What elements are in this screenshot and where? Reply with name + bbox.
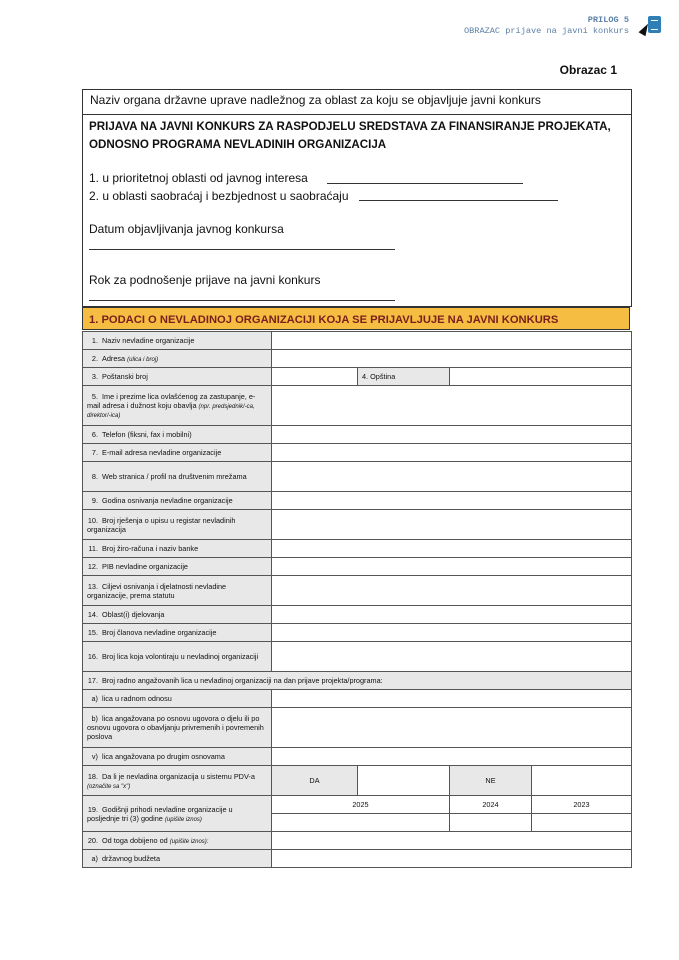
phone-input[interactable] bbox=[272, 426, 632, 444]
table-row: 3. Poštanski broj 4. Opština bbox=[83, 368, 632, 386]
municipality-input[interactable] bbox=[450, 368, 632, 386]
bank-account-input[interactable] bbox=[272, 540, 632, 558]
vat-yes-checkbox[interactable] bbox=[358, 766, 450, 796]
priority-area-label: 1. u prioritetnoj oblasti od javnog interesa bbox=[89, 171, 308, 185]
income-2024-input[interactable] bbox=[450, 814, 532, 832]
table-row: 19. Godišnji prihodi nevladine organizacije u posljednje tri (3) godine (upišite iznos) 2025 2024 2023 bbox=[83, 796, 632, 814]
state-budget-input[interactable] bbox=[272, 850, 632, 868]
row-label: Ciljevi osnivanja i djelatnosti nevladine organizacije, prema statutu bbox=[87, 581, 227, 600]
goals-input[interactable] bbox=[272, 576, 632, 606]
row-label: Telefon (fiksni, fax i mobilni) bbox=[102, 430, 192, 439]
row-label: Godišnji prihodi nevladine organizacije u posljednje tri (3) godine bbox=[87, 804, 233, 823]
municipality-label: 4. Opština bbox=[358, 368, 450, 386]
table-row: 14. Oblast(i) djelovanja bbox=[83, 606, 632, 624]
contractors-input[interactable] bbox=[272, 708, 632, 748]
publish-date-field[interactable] bbox=[89, 249, 395, 250]
row-label: lica angažovana po osnovu ugovora o djelu ili po osnovu ugovora o obavljanju privremenih i povremenih poslova bbox=[87, 714, 264, 741]
income-2023-input[interactable] bbox=[532, 814, 632, 832]
table-row: 20. Od toga dobijeno od (upišite iznos): bbox=[83, 832, 632, 850]
table-row: 17. Broj radno angažovanih lica u nevladinoj organizaciji na dan prijave projekta/programa: bbox=[83, 672, 632, 690]
form-title-line2: ODNOSNO PROGRAMA NEVLADINIH ORGANIZACIJA bbox=[89, 138, 387, 151]
registry-number-input[interactable] bbox=[272, 510, 632, 540]
annex-subtitle: OBRAZAC prijave na javni konkurs bbox=[463, 26, 629, 36]
table-row: a) lica u radnom odnosu bbox=[83, 690, 632, 708]
row-label: Da li je nevladina organizacija u sistemu PDV-a bbox=[102, 771, 255, 781]
table-row: 11. Broj žiro-računa i naziv banke bbox=[83, 540, 632, 558]
vat-no-label: NE bbox=[450, 766, 532, 796]
traffic-area-field[interactable] bbox=[359, 200, 558, 201]
email-input[interactable] bbox=[272, 444, 632, 462]
table-row: 7. E-mail adresa nevladine organizacije bbox=[83, 444, 632, 462]
annex-number: PRILOG 5 bbox=[587, 15, 629, 25]
row-label: Ime i prezime lica ovlašćenog za zastupanje, e-mail adresa i dužnost koju obavlja bbox=[87, 392, 256, 410]
table-row: b) lica angažovana po osnovu ugovora o djelu ili po osnovu ugovora o obavljanju privremenih i povremenih poslova bbox=[83, 708, 632, 748]
row-label: državnog budžeta bbox=[102, 854, 161, 863]
page-header bbox=[464, 15, 629, 37]
year-2023-header: 2023 bbox=[532, 796, 632, 814]
members-input[interactable] bbox=[272, 624, 632, 642]
row-label: Godina osnivanja nevladine organizacije bbox=[102, 496, 233, 505]
cursor-icon bbox=[639, 22, 652, 36]
section1-title: 1. PODACI O NEVLADINOJ ORGANIZACIJI KOJA SE PRIJAVLJUJE NA JAVNI KONKURS bbox=[82, 306, 630, 330]
table-row: 2. Adresa (ulica i broj) bbox=[83, 350, 632, 368]
income-2025-input[interactable] bbox=[272, 814, 450, 832]
deadline-label: Rok za podnošenje prijave na javni konkurs bbox=[89, 273, 321, 287]
table-row: 18. Da li je nevladina organizacija u sistemu PDV-a (označite sa "x") DA NE bbox=[83, 766, 632, 796]
organization-data-table bbox=[82, 331, 632, 868]
pib-input[interactable] bbox=[272, 558, 632, 576]
row-label: lica angažovana po drugim osnovama bbox=[102, 752, 225, 761]
publish-date-label: Datum objavljivanja javnog konkursa bbox=[89, 222, 284, 236]
row-label: Broj rješenja o upisu u registar nevladinih organizacija bbox=[87, 515, 236, 534]
employees-input[interactable] bbox=[272, 690, 632, 708]
row-label: lica u radnom odnosu bbox=[102, 694, 172, 703]
table-row: 16. Broj lica koja volontiraju u nevladinoj organizaciji bbox=[83, 642, 632, 672]
row-label: Poštanski broj bbox=[102, 372, 148, 381]
authority-name-field[interactable]: Naziv organa državne uprave nadležnog za oblast za koju se objavljuje javni konkurs bbox=[83, 90, 631, 115]
priority-area-field[interactable] bbox=[327, 183, 523, 184]
table-row: 6. Telefon (fiksni, fax i mobilni) bbox=[83, 426, 632, 444]
row-label: Broj radno angažovanih lica u nevladinoj organizaciji na dan prijave projekta/programa: bbox=[102, 676, 383, 685]
year-2025-header: 2025 bbox=[272, 796, 450, 814]
table-row: 12. PIB nevladine organizacije bbox=[83, 558, 632, 576]
table-row: 9. Godina osnivanja nevladine organizacije bbox=[83, 492, 632, 510]
row-label: PIB nevladine organizacije bbox=[102, 562, 188, 571]
table-row: a) državnog budžeta bbox=[83, 850, 632, 868]
table-row: 5. Ime i prezime lica ovlašćenog za zastupanje, e-mail adresa i dužnost koju obavlja (npr. predsjednik/-ca, direktor/-ica) bbox=[83, 386, 632, 426]
form-title-line1: PRIJAVA NA JAVNI KONKURS ZA RASPODJELU SREDSTAVA ZA FINANSIRANJE PROJEKATA, bbox=[89, 120, 611, 133]
volunteers-input[interactable] bbox=[272, 642, 632, 672]
founding-year-input[interactable] bbox=[272, 492, 632, 510]
postal-code-input[interactable] bbox=[272, 368, 358, 386]
table-row: 15. Broj članova nevladine organizacije bbox=[83, 624, 632, 642]
vat-no-checkbox[interactable] bbox=[532, 766, 632, 796]
org-name-input[interactable] bbox=[272, 332, 632, 350]
table-row: 13. Ciljevi osnivanja i djelatnosti nevladine organizacije, prema statutu bbox=[83, 576, 632, 606]
row-label: Oblast(i) djelovanja bbox=[102, 610, 165, 619]
row-label: Naziv nevladine organizacije bbox=[102, 336, 195, 345]
row-label: Od toga dobijeno od bbox=[102, 836, 168, 845]
activity-area-input[interactable] bbox=[272, 606, 632, 624]
row-label: Broj lica koja volontiraju u nevladinoj organizaciji bbox=[102, 652, 259, 661]
row-label: Broj žiro-računa i naziv banke bbox=[102, 544, 199, 553]
table-row: 8. Web stranica / profil na društvenim mrežama bbox=[83, 462, 632, 492]
form-label: Obrazac 1 bbox=[559, 63, 617, 77]
row-label: Broj članova nevladine organizacije bbox=[102, 628, 217, 637]
traffic-area-label: 2. u oblasti saobraćaj i bezbjednost u saobraćaju bbox=[89, 189, 349, 203]
representative-input[interactable] bbox=[272, 386, 632, 426]
row-label: Web stranica / profil na društvenim mrežama bbox=[102, 472, 247, 481]
table-row: v) lica angažovana po drugim osnovama bbox=[83, 748, 632, 766]
table-row: 1. Naziv nevladine organizacije bbox=[83, 332, 632, 350]
row-label: E-mail adresa nevladine organizacije bbox=[102, 448, 222, 457]
address-input[interactable] bbox=[272, 350, 632, 368]
table-row: 10. Broj rješenja o upisu u registar nevladinih organizacija bbox=[83, 510, 632, 540]
other-engagement-input[interactable] bbox=[272, 748, 632, 766]
row-label: Adresa bbox=[102, 354, 126, 363]
deadline-field[interactable] bbox=[89, 300, 395, 301]
year-2024-header: 2024 bbox=[450, 796, 532, 814]
vat-yes-label: DA bbox=[272, 766, 358, 796]
website-input[interactable] bbox=[272, 462, 632, 492]
